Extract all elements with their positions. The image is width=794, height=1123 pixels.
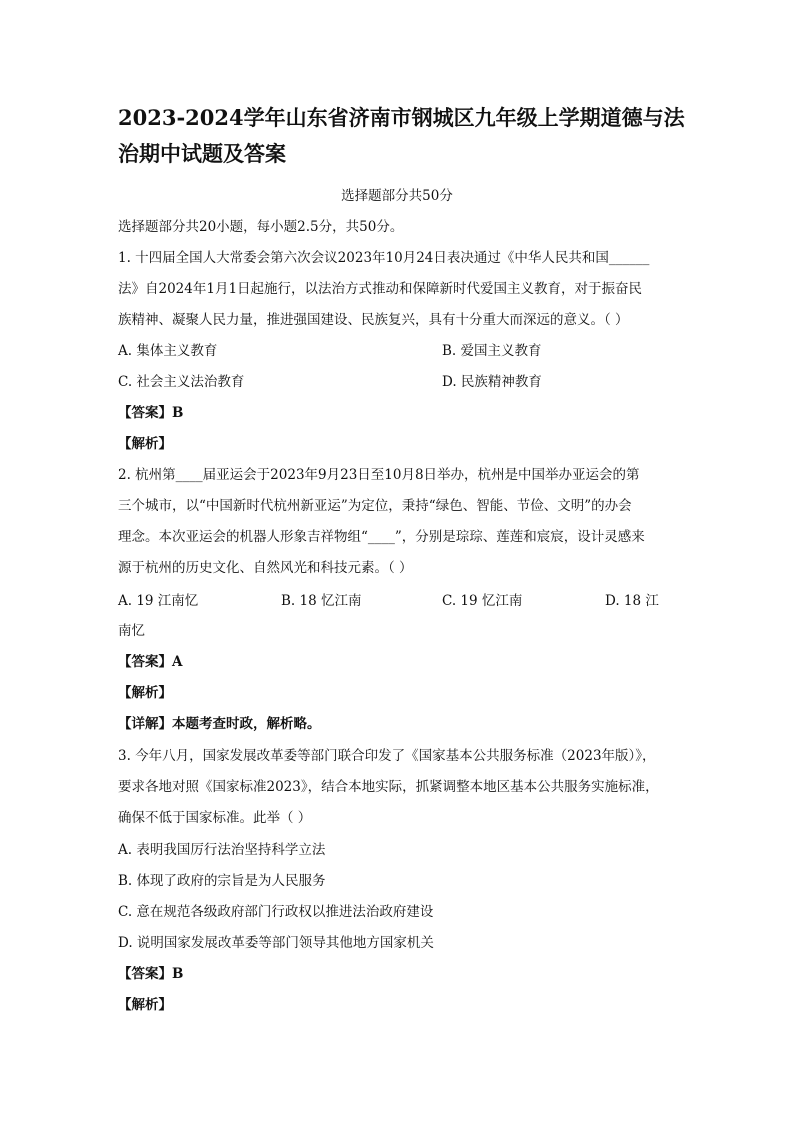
q3-analysis: 【解析】 bbox=[118, 997, 172, 1013]
q2-line-3: 理念。本次亚运会的机器人形象吉祥物组“____”，分别是琮琮、莲莲和宸宸，设计灵感来 bbox=[118, 529, 645, 545]
q3-answer: 【答案】B bbox=[118, 966, 184, 982]
section-header: 选择题部分共50分 bbox=[341, 188, 453, 204]
q3-line-3: 确保不低于国家标准。此举（ ） bbox=[118, 810, 312, 826]
q1-option-a: A. 集体主义教育 bbox=[118, 343, 218, 359]
title-line-2: 治期中试题及答案 bbox=[118, 141, 286, 166]
q2-option-a: A. 19 江南忆 bbox=[118, 593, 199, 609]
q1-option-c: C. 社会主义法治教育 bbox=[118, 374, 245, 390]
q2-line-1: 2. 杭州第____届亚运会于2023年9月23日至10月8日举办，杭州是中国举办亚运会的第 bbox=[118, 467, 640, 483]
q2-answer: 【答案】A bbox=[118, 654, 183, 670]
title-line-1: 2023-2024学年山东省济南市钢城区九年级上学期道德与法 bbox=[118, 105, 685, 130]
q1-analysis: 【解析】 bbox=[118, 436, 172, 452]
q2-option-b: B. 18 忆江南 bbox=[281, 593, 362, 609]
q3-option-c: C. 意在规范各级政府部门行政权以推进法治政府建设 bbox=[118, 904, 434, 920]
q3-line-1: 3. 今年八月，国家发展改革委等部门联合印发了《国家基本公共服务标准（2023年版）》， bbox=[118, 748, 656, 764]
q2-option-d-continued: 南忆 bbox=[118, 623, 145, 639]
q2-detail bbox=[118, 714, 321, 734]
q3-option-b: B. 体现了政府的宗旨是为人民服务 bbox=[118, 873, 326, 889]
q1-option-d: D. 民族精神教育 bbox=[442, 374, 542, 390]
q1-answer: 【答案】B bbox=[118, 405, 184, 421]
q1-line-3: 族精神、凝聚人民力量，推进强国建设、民族复兴，具有十分重大而深远的意义。（ ） bbox=[118, 312, 629, 328]
q2-line-2: 三个城市，以“中国新时代杭州新亚运”为定位，秉持“绿色、智能、节俭、文明”的办会 bbox=[118, 498, 632, 514]
q1-option-b: B. 爱国主义教育 bbox=[442, 343, 542, 359]
q2-option-c: C. 19 忆江南 bbox=[442, 593, 523, 609]
q2-line-4: 源于杭州的历史文化、自然风光和科技元素。（ ） bbox=[118, 560, 413, 576]
q3-option-a: A. 表明我国厉行法治坚持科学立法 bbox=[118, 842, 326, 858]
q1-line-2: 法》自2024年1月1日起施行，以法治方式推动和保障新时代爱国主义教育，对于振奋民 bbox=[118, 281, 643, 297]
q3-option-d: D. 说明国家发展改革委等部门领导其他地方国家机关 bbox=[118, 935, 434, 951]
q2-analysis: 【解析】 bbox=[118, 685, 172, 701]
q2-detail-text: 【详解】本题考查时政，解析略。 bbox=[118, 716, 321, 732]
q1-line-1: 1. 十四届全国人大常委会第六次会议2023年10月24日表决通过《中华人民共和国______ bbox=[118, 250, 650, 266]
q2-option-d: D. 18 江 bbox=[605, 593, 659, 609]
section-intro: 选择题部分共20小题，每小题2.5分，共50分。 bbox=[118, 219, 404, 235]
q3-line-2: 要求各地对照《国家标准2023》，结合本地实际，抓紧调整本地区基本公共服务实施标准， bbox=[118, 779, 659, 795]
